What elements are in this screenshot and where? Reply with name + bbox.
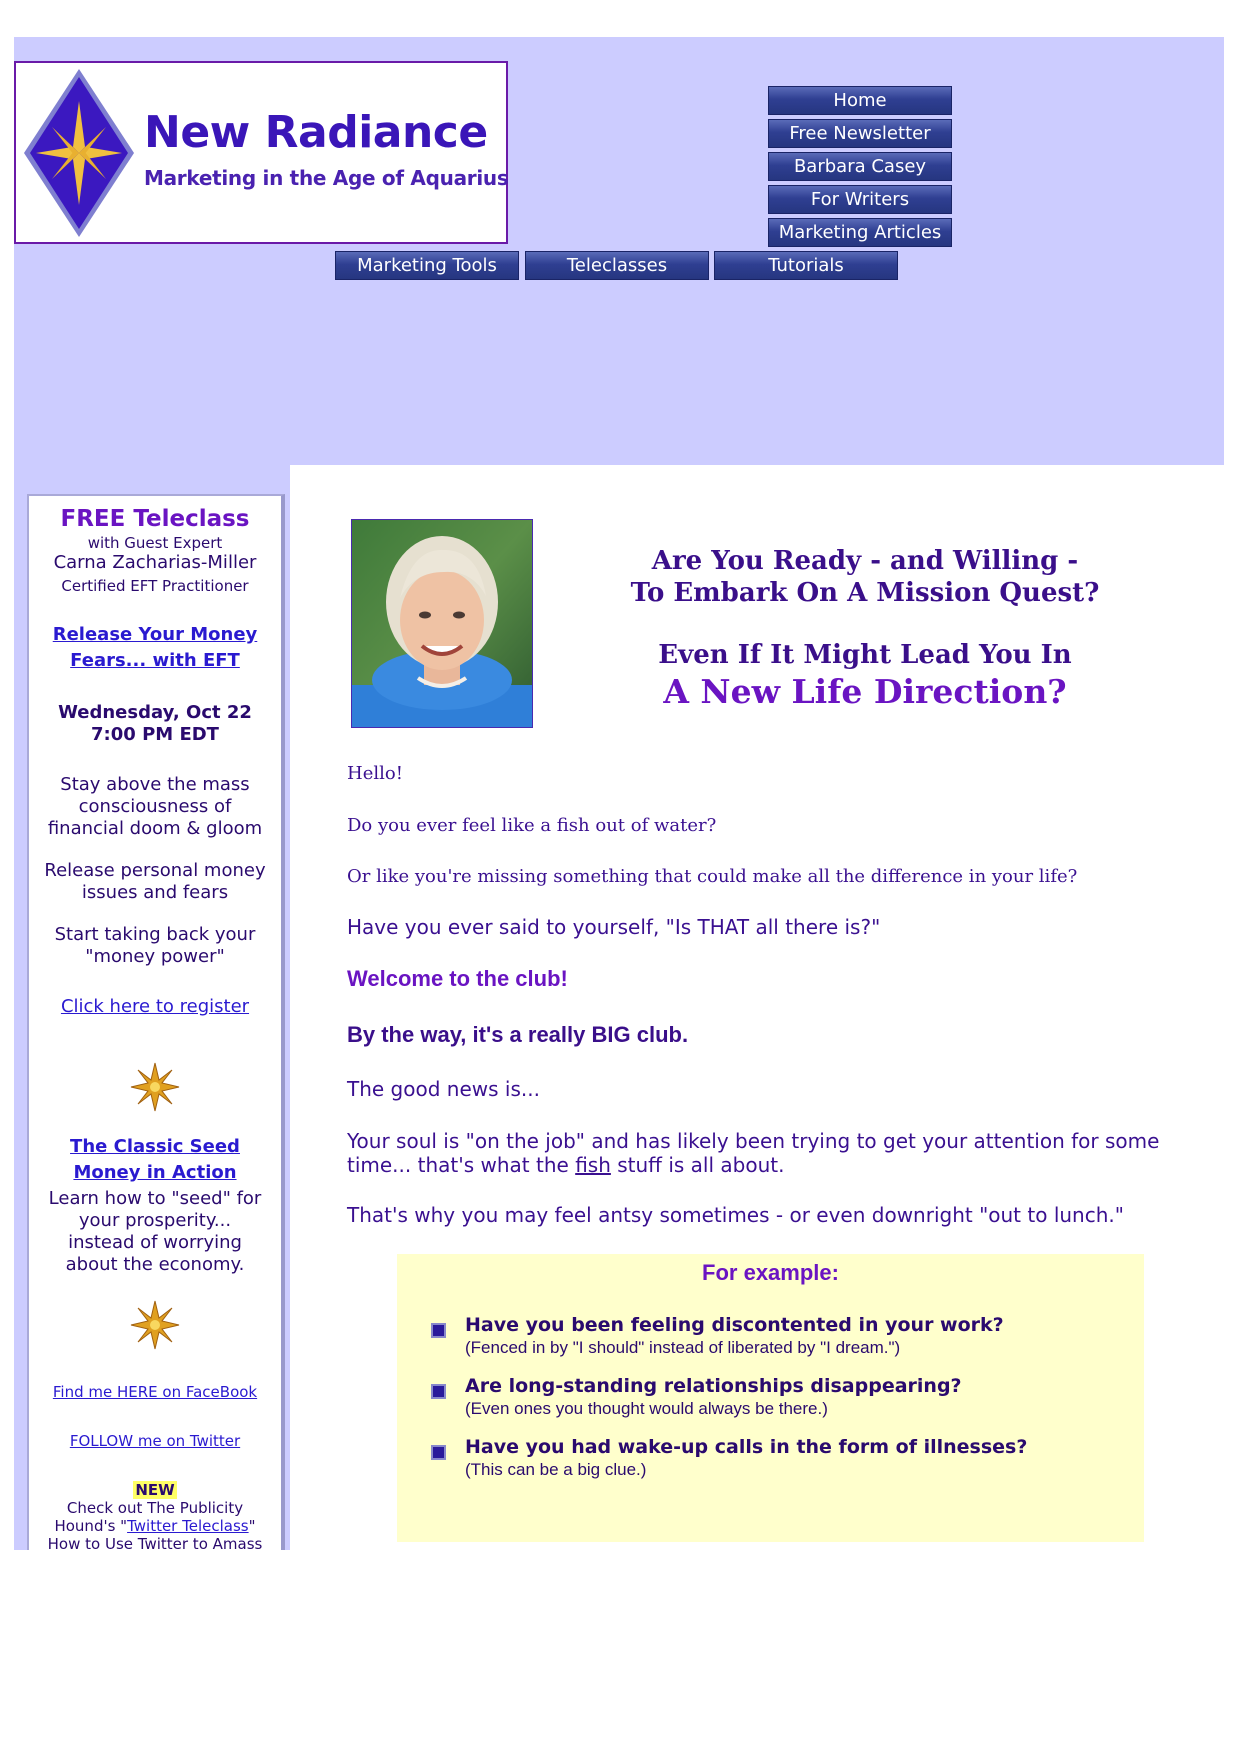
site-logo[interactable]	[14, 61, 508, 244]
sidebar-with-guest: with Guest Expert	[87, 534, 223, 552]
hound-line-2	[29, 1517, 281, 1535]
hound-pre: Hound's "	[54, 1517, 128, 1535]
nav-teleclasses-button[interactable]: Teleclasses	[525, 251, 709, 280]
text-line: issues and fears	[81, 882, 229, 903]
text-line: your prosperity...	[78, 1210, 232, 1231]
text-line: "money power"	[85, 946, 225, 967]
square-bullet-icon	[431, 1384, 446, 1399]
register-link[interactable]: Click here to register	[60, 996, 250, 1017]
headline-line-2: To Embark On A Mission Quest?	[630, 578, 1100, 608]
nav-for-writers-button[interactable]: For Writers	[768, 185, 952, 214]
text-line: instead of worrying	[68, 1232, 242, 1253]
greeting: Hello!	[347, 763, 403, 784]
example-question: Have you been feeling discontented in your work?	[465, 1314, 1004, 1336]
radiance-star-icon	[22, 67, 136, 239]
fish-link[interactable]: fish	[575, 1153, 611, 1177]
hound-line-1: Check out The Publicity	[66, 1499, 244, 1517]
sidebar	[27, 494, 285, 1550]
twitter-follow-link[interactable]: FOLLOW me on Twitter	[69, 1432, 241, 1450]
link-line[interactable]: The Classic Seed	[70, 1136, 240, 1157]
fish-question: Do you ever feel like a fish out of water?	[347, 815, 717, 836]
date-line: Wednesday, Oct 22	[58, 702, 252, 723]
sidebar-seed-money-link[interactable]	[29, 1134, 281, 1186]
new-badge: NEW	[135, 1481, 175, 1499]
twitter-teleclass-link[interactable]: Twitter Teleclass	[127, 1517, 249, 1535]
big-club-text: By the way, it's a really BIG club.	[347, 1022, 689, 1047]
link-line[interactable]: Money in Action	[73, 1162, 237, 1183]
text-line: consciousness of	[78, 796, 232, 817]
example-title: For example:	[702, 1260, 839, 1285]
square-bullet-icon	[431, 1445, 446, 1460]
sidebar-point-2	[29, 860, 281, 904]
missing-question: Or like you're missing something that could make all the difference in your life?	[347, 866, 1078, 887]
sidebar-date	[29, 702, 281, 746]
nav-marketing-articles-button[interactable]: Marketing Articles	[768, 218, 952, 247]
text-line: Start taking back your	[54, 924, 256, 945]
new-badge-row	[29, 1480, 281, 1499]
portrait-image	[352, 520, 532, 727]
example-question: Have you had wake-up calls in the form of illnesses?	[465, 1436, 1028, 1458]
said-question: Have you ever said to yourself, "Is THAT all there is?"	[347, 915, 881, 939]
soul-line-2-pre: time... that's what the	[347, 1153, 576, 1177]
headline-line-1: Are You Ready - and Willing -	[651, 546, 1079, 576]
welcome-text: Welcome to the club!	[347, 966, 568, 991]
text-line: Stay above the mass	[60, 774, 250, 795]
sidebar-point-3	[29, 924, 281, 968]
sidebar-guest-name: Carna Zacharias-Miller	[53, 552, 257, 573]
soul-line-1: Your soul is "on the job" and has likely been trying to get your attention for some	[347, 1129, 1160, 1153]
good-news-text: The good news is...	[347, 1077, 540, 1101]
example-answer: (This can be a big clue.)	[465, 1460, 647, 1479]
sidebar-credential: Certified EFT Practitioner	[61, 577, 249, 595]
square-bullet-icon	[431, 1323, 446, 1338]
nav-barbara-casey-button[interactable]: Barbara Casey	[768, 152, 952, 181]
sidebar-money-fears-link[interactable]	[29, 622, 281, 674]
soul-line-2-post: stuff is all about.	[610, 1153, 785, 1177]
logo-title: New Radiance	[144, 107, 488, 158]
sidebar-seed-text	[29, 1188, 281, 1276]
link-line[interactable]: Release Your Money	[52, 624, 258, 645]
link-line[interactable]: Fears... with EFT	[70, 650, 240, 671]
hound-post: "	[248, 1517, 256, 1535]
hound-line-3: How to Use Twitter to Amass	[47, 1535, 263, 1550]
nav-free-newsletter-button[interactable]: Free Newsletter	[768, 119, 952, 148]
sidebar-title: FREE Teleclass	[60, 506, 250, 532]
time-line: 7:00 PM EDT	[91, 724, 219, 745]
nav-marketing-tools-button[interactable]: Marketing Tools	[335, 251, 519, 280]
example-answer: (Even ones you thought would always be there.)	[465, 1399, 828, 1418]
headline-line-3: Even If It Might Lead You In	[658, 640, 1072, 670]
example-answer: (Fenced in by "I should" instead of liberated by "I dream.")	[465, 1338, 901, 1357]
author-photo	[351, 519, 533, 728]
text-line: financial doom & gloom	[47, 818, 263, 839]
headline-line-4: A New Life Direction?	[663, 672, 1067, 711]
antsy-text: That's why you may feel antsy sometimes - or even downright "out to lunch."	[347, 1203, 1124, 1227]
gold-star-icon	[130, 1300, 180, 1350]
sidebar-point-1	[29, 774, 281, 840]
nav-tutorials-button[interactable]: Tutorials	[714, 251, 898, 280]
gold-star-icon	[130, 1062, 180, 1112]
soul-line-2	[347, 1153, 784, 1177]
text-line: about the economy.	[65, 1254, 245, 1275]
logo-tagline: Marketing in the Age of Aquarius	[144, 166, 509, 190]
example-box	[397, 1254, 1144, 1542]
nav-home-button[interactable]: Home	[768, 86, 952, 115]
text-line: Release personal money	[44, 860, 266, 881]
facebook-link[interactable]: Find me HERE on FaceBook	[52, 1383, 258, 1401]
text-line: Learn how to "seed" for	[48, 1188, 262, 1209]
example-question: Are long-standing relationships disappearing?	[465, 1375, 962, 1397]
